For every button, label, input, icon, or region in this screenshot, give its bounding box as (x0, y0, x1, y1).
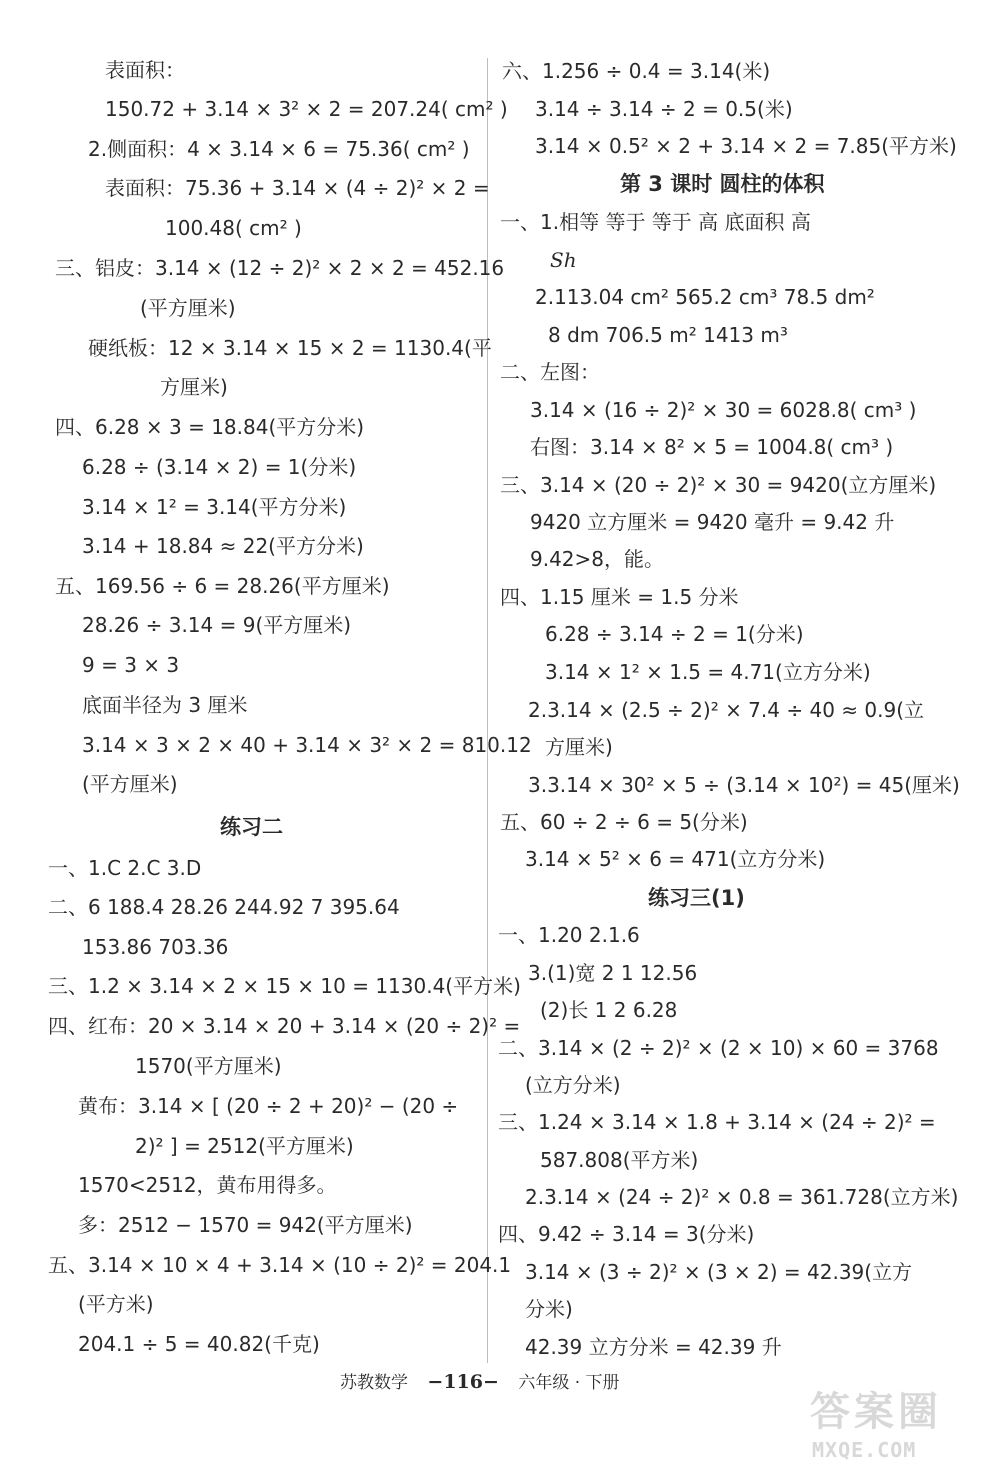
answer-line: 2.113.04 cm² 565.2 cm³ 78.5 dm² (535, 285, 875, 309)
answer-line: 四、9.42 ÷ 3.14 = 3(分米) (498, 1222, 755, 1246)
answer-line: 黄布：3.14 × [ (20 ÷ 2 + 20)² − (20 ÷ (78, 1094, 459, 1118)
answer-line: 3.14 + 18.84 ≈ 22(平方分米) (82, 534, 364, 558)
column-divider (487, 58, 488, 1363)
answer-line: 表面积： (105, 58, 185, 82)
answer-line: 一、1.C 2.C 3.D (48, 856, 202, 880)
answer-line: 二、3.14 × (2 ÷ 2)² × (2 × 10) × 60 = 3768 (498, 1036, 939, 1060)
answer-line: 底面半径为 3 厘米 (82, 693, 248, 717)
answer-line: 2.3.14 × (2.5 ÷ 2)² × 7.4 ÷ 40 ≈ 0.9(立 (528, 698, 924, 722)
answer-line: (平方米) (78, 1292, 154, 1316)
answer-line: 3.(1)宽 2 1 12.56 (528, 961, 698, 985)
answer-line: 五、169.56 ÷ 6 = 28.26(平方厘米) (55, 574, 390, 598)
answer-line: 9420 立方厘米 = 9420 毫升 = 9.42 升 (530, 510, 895, 534)
answer-line: 3.14 × 5² × 6 = 471(立方分米) (525, 847, 826, 871)
answer-line: 3.14 × 1² = 3.14(平方分米) (82, 495, 347, 519)
section-heading: 练习二 (220, 815, 283, 839)
answer-line: 1570<2512，黄布用得多。 (78, 1173, 337, 1197)
answer-line: (平方厘米) (140, 296, 236, 320)
answer-line: 28.26 ÷ 3.14 = 9(平方厘米) (82, 613, 352, 637)
page-number: −116− (427, 1371, 499, 1393)
answer-line: 153.86 703.36 (82, 935, 229, 959)
answer-line: 6.28 ÷ 3.14 ÷ 2 = 1(分米) (545, 622, 804, 646)
answer-line: 6.28 ÷ (3.14 × 2) = 1(分米) (82, 455, 357, 479)
answer-line: 四、红布：20 × 3.14 × 20 + 3.14 × (20 ÷ 2)² = (48, 1014, 521, 1038)
answer-line: 1570(平方厘米) (135, 1054, 282, 1078)
answer-line: 8 dm 706.5 m² 1413 m³ (548, 323, 788, 347)
answer-line: 右图：3.14 × 8² × 5 = 1004.8( cm³ ) (530, 435, 894, 459)
answer-line: 三、3.14 × (20 ÷ 2)² × 30 = 9420(立方厘米) (500, 473, 937, 497)
answer-line: 二、左图： (500, 360, 600, 384)
answer-line: (平方厘米) (82, 772, 178, 796)
footer-grade: 六年级 · 下册 (518, 1373, 620, 1393)
answer-line: 表面积：75.36 + 3.14 × (4 ÷ 2)² × 2 = (105, 176, 490, 200)
answer-line: (2)长 1 2 6.28 (540, 998, 678, 1022)
answer-line: 587.808(平方米) (540, 1148, 699, 1172)
answer-line: 三、铝皮：3.14 × (12 ÷ 2)² × 2 × 2 = 452.16 (55, 256, 505, 280)
page-footer (340, 1370, 620, 1395)
section-heading: 第 3 课时 圆柱的体积 (620, 172, 825, 196)
answer-line: 方厘米) (545, 735, 613, 759)
answer-line: 六、1.256 ÷ 0.4 = 3.14(米) (502, 59, 771, 83)
footer-subject: 苏教数学 (340, 1373, 408, 1393)
answer-line: 3.14 ÷ 3.14 ÷ 2 = 0.5(米) (535, 97, 793, 121)
watermark (800, 1380, 990, 1468)
answer-line: 9.42>8，能。 (530, 547, 665, 571)
watermark-url: MXQE.COM (812, 1438, 917, 1462)
answer-line: 四、6.28 × 3 = 18.84(平方分米) (55, 415, 365, 439)
answer-line: 二、6 188.4 28.26 244.92 7 395.64 (48, 895, 400, 919)
answer-line: 五、60 ÷ 2 ÷ 6 = 5(分米) (500, 810, 748, 834)
answer-line: 2.3.14 × (24 ÷ 2)² × 0.8 = 361.728(立方米) (525, 1185, 959, 1209)
answer-line: 五、3.14 × 10 × 4 + 3.14 × (10 ÷ 2)² = 204.1 (48, 1253, 512, 1277)
answer-line: 三、1.2 × 3.14 × 2 × 15 × 10 = 1130.4(平方米) (48, 974, 521, 998)
answer-line: Sh (550, 248, 577, 272)
section-heading: 练习三(1) (648, 886, 745, 910)
answer-line: 100.48( cm² ) (165, 216, 302, 240)
answer-line: 9 = 3 × 3 (82, 653, 180, 677)
answer-line: 分米) (525, 1297, 573, 1321)
watermark-text: 答案圈 (810, 1389, 942, 1435)
answer-line: 一、1.相等 等于 等于 高 底面积 高 (500, 210, 811, 234)
answer-line: 150.72 + 3.14 × 3² × 2 = 207.24( cm² ) (105, 97, 508, 121)
answer-line: 3.14 × (3 ÷ 2)² × (3 × 2) = 42.39(立方 (525, 1260, 913, 1284)
answer-line: 2)² ] = 2512(平方厘米) (135, 1134, 354, 1158)
answer-line: 204.1 ÷ 5 = 40.82(千克) (78, 1332, 320, 1356)
answer-line: 3.3.14 × 30² × 5 ÷ (3.14 × 10²) = 45(厘米) (528, 773, 960, 797)
answer-line: 方厘米) (160, 375, 228, 399)
answer-line: 多：2512 − 1570 = 942(平方厘米) (78, 1213, 413, 1237)
answer-line: 3.14 × (16 ÷ 2)² × 30 = 6028.8( cm³ ) (530, 398, 917, 422)
answer-line: 3.14 × 0.5² × 2 + 3.14 × 2 = 7.85(平方米) (535, 134, 957, 158)
answer-line: 42.39 立方分米 = 42.39 升 (525, 1335, 782, 1359)
answer-line: 3.14 × 1² × 1.5 = 4.71(立方分米) (545, 660, 871, 684)
answer-line: 四、1.15 厘米 = 1.5 分米 (500, 585, 739, 609)
answer-line: 2.侧面积：4 × 3.14 × 6 = 75.36( cm² ) (88, 137, 470, 161)
answer-line: 硬纸板：12 × 3.14 × 15 × 2 = 1130.4(平 (88, 336, 492, 360)
answer-line: 三、1.24 × 3.14 × 1.8 + 3.14 × (24 ÷ 2)² = (498, 1110, 936, 1134)
answer-line: 一、1.20 2.1.6 (498, 923, 640, 947)
answer-line: 3.14 × 3 × 2 × 40 + 3.14 × 3² × 2 = 810.12 (82, 733, 532, 757)
answer-line: (立方分米) (525, 1073, 621, 1097)
